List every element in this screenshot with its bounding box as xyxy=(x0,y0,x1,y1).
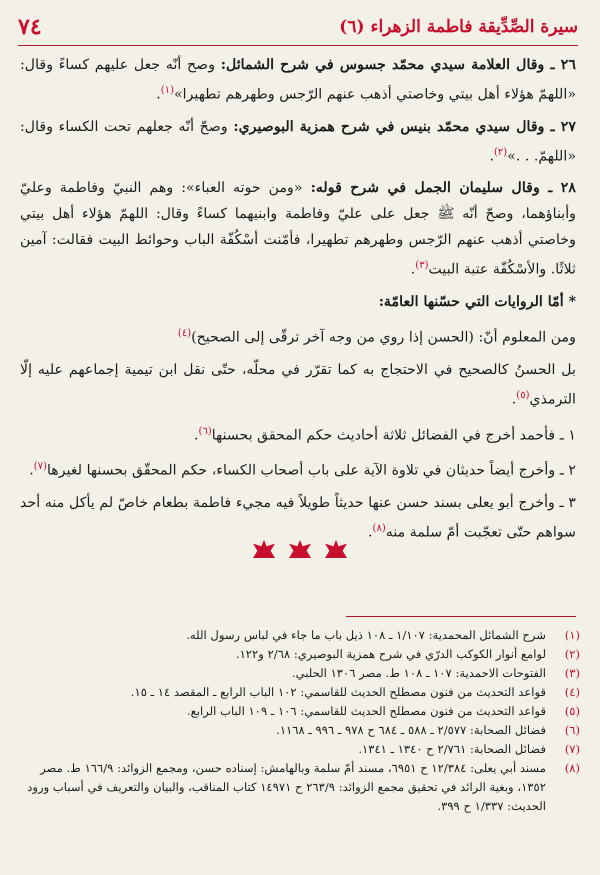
footnote-ref: (٤) xyxy=(177,328,192,340)
footnote xyxy=(20,759,580,816)
paragraph-lead: ٢٧ ـ وقال سيدي محمّد بنيس في شرح همزية البوصيري: xyxy=(233,118,576,135)
footnote-number: (٧) xyxy=(564,742,580,756)
paragraph-tail: . xyxy=(410,262,416,279)
footnote-number: (٥) xyxy=(564,704,580,718)
paragraph-text: «ومن حوته العباء»: وهم النبيّ وفاطمة وعليّ وأبناؤهما، وصحّ أنّه ﷺ جعل على عليّ وفاطمة وابنيهما كساءً وقال: اللهمّ هؤلاء أهل بيتي وخاصتي أذهب عنهم الرّجس وطهرهم تطهيرا، فأمّنت أسْكُفّة الباب وحوائط البيت فقالت: آمين ثلاثًا. والأسْكُفّة عتبة البيت xyxy=(20,180,576,279)
running-title: سيرة الصِّدِّيقة فاطمة الزهراء (٦) xyxy=(339,17,578,37)
footnote-ref: (٢) xyxy=(493,146,508,158)
list-item: ٣ ـ وأخرج أبو يعلى بسند حسن عنها حديثاً طويلاً فيه مجيء فاطمة بطعام خاصّ لم يأكل منه أحد سواهم حتّى تعجّبت أمّ سلمة منه$^{(٨)}$. xyxy=(20,495,577,541)
footnote-text: شرح الشمائل المحمدية: ١/١٠٧ ـ ١٠٨ ذيل باب ما جاء في لباس رسول الله. xyxy=(186,628,546,642)
footnote xyxy=(20,645,580,664)
header-rule xyxy=(18,45,578,46)
section-title: * أمّا الروايات التي حسّنها العامّة: xyxy=(378,294,576,311)
footnote-number: (٤) xyxy=(564,685,580,699)
list-item-text: ٣ ـ وأخرج أبو يعلى بسند حسن عنها حديثاً طويلاً فيه مجيء فاطمة بطعام خاصّ لم يأكل منه أحد سواهم حتّى تعجّبت أمّ سلمة منه xyxy=(20,495,577,541)
footnotes xyxy=(20,626,580,816)
intro-text: ومن المعلوم أنّ: (الحسن إذا روي من وجه آخر ترقّى إلى الصحيح) xyxy=(191,329,576,346)
paragraph-28 xyxy=(20,175,576,283)
footnote-number: (١) xyxy=(564,628,580,642)
footnote xyxy=(20,740,580,759)
list-item: ٢ ـ وأخرج أيضاً حديثان في تلاوة الآية على باب أصحاب الكساء، حكم المحقّق بحسنها لغيرها$^{(٧)}$. xyxy=(29,461,576,480)
footnote-text: الفتوحات الاحمدية: ١٠٧ ـ ١٠٨ ط. مصر ١٣٠٦ الحلبي. xyxy=(291,666,546,680)
section-intro-2: بل الحسنُ كالصحيح في الاحتجاج به كما تقرّر في محلّه، حتّى نقل ابن تيمية إجماعهم عليه إلّا الترمذي$^{(٥)}$. xyxy=(20,361,576,408)
footnote-text: فضائل الصحابة: ٢/٥٧٧ ـ ٥٨٨ ـ ٦٨٤ ح ٩٧٨ ـ ٩٩٦ ـ ١١٦٨. xyxy=(276,723,546,737)
paragraph-tail: . xyxy=(156,86,161,103)
paragraph-lead: ٢٨ ـ وقال سليمان الجمل في شرح قوله: xyxy=(310,180,577,197)
footnote-text: قواعد التحديث من فنون مصطلح الحديث للقاسمي: ١٠٢ الباب الرابع ـ المقصد ١٤ ـ ١٥. xyxy=(130,685,546,699)
main-text xyxy=(20,52,576,552)
section-ornaments xyxy=(0,540,600,558)
footnote-text: فضائل الصحابة: ٢/٧٦١ ح ١٣٤٠ ـ ١٣٤١. xyxy=(358,742,546,756)
list-item-text: ١ ـ فأحمد أخرج في الفضائل ثلاثة أحاديث حكم المحقق بحسنها xyxy=(211,427,576,444)
paragraph-tail: . xyxy=(489,148,494,165)
footnote-ref: (٦) xyxy=(198,425,212,437)
footnote-ref: (٥) xyxy=(516,389,530,401)
paragraph-26 xyxy=(20,52,576,108)
paragraph-27 xyxy=(20,114,576,170)
footnote xyxy=(20,626,580,645)
paragraph-text: وصح أنّه جعل عليهم كساءً وقال: «اللهمّ هؤلاء أهل بيتي وخاصتي أذهب عنهم الرّجس وطهرهم تطهيرا» xyxy=(20,57,576,103)
footnote xyxy=(20,721,580,740)
footnote xyxy=(20,702,580,721)
footnote-text: قواعد التحديث من فنون مصطلح الحديث للقاسمي: ١٠٦ ـ ١٠٩ الباب الرابع. xyxy=(186,704,546,718)
section-intro xyxy=(20,321,576,351)
footnote-rule xyxy=(346,616,576,617)
footnote-number: (٣) xyxy=(564,666,580,680)
footnote-ref: (١) xyxy=(160,85,174,96)
footnote-text: لوامع أنوار الكوكب الدرّي في شرح همزية البوصيري: ٢/٦٨ و١٢٢. xyxy=(235,647,546,661)
footnote-text: مسند أبي يعلى: ١٢/٣٨٤ ح ٦٩٥١، مسند أمّ سلمة وبالهامش: إسناده حسن، ومجمع الزوائد: ١٦٦/٩ ط. مصر ١٣٥٢، وبغية الرائد في تحقيق مجمع الزوائد: ٢٦٣/٩ ح ١٤٩٧١ كتاب المناقب، والبيان والتعريف في أسباب ورود الحديث: ١/٣٣٧ ح ٣٩٩. xyxy=(27,761,546,813)
ornament-icon xyxy=(253,540,275,558)
paragraph-text: وصحّ أنّه جعلهم تحت الكساء وقال: «اللهمّ. . .» xyxy=(20,118,576,165)
ornament-icon xyxy=(325,540,347,558)
footnote-ref: (٧) xyxy=(33,461,47,473)
footnote-number: (٨) xyxy=(564,761,580,775)
intro-text: بل الحسنُ كالصحيح في الاحتجاج به كما تقرّر في محلّه، حتّى نقل ابن تيمية إجماعهم عليه إلّا الترمذي xyxy=(20,361,576,408)
footnote-number: (٦) xyxy=(564,723,580,737)
page-number: ٧٤ xyxy=(18,14,42,40)
footnote xyxy=(20,683,580,702)
footnote-ref: (٨) xyxy=(372,523,386,535)
footnote-ref: (٣) xyxy=(415,260,429,272)
footnote xyxy=(20,664,580,683)
ornament-icon xyxy=(289,540,311,558)
list-item-text: ٢ ـ وأخرج أيضاً حديثان في تلاوة الآية على باب أصحاب الكساء، حكم المحقّق بحسنها لغيرها xyxy=(46,463,576,480)
list-item: ١ ـ فأحمد أخرج في الفضائل ثلاثة أحاديث حكم المحقق بحسنها$^{(٦)}$. xyxy=(194,425,576,444)
page-header xyxy=(18,12,578,42)
footnote-number: (٢) xyxy=(564,647,580,661)
paragraph-lead: ٢٦ ـ وقال العلامة سيدي محمّد جسوس في شرح الشمائل: xyxy=(220,57,576,73)
